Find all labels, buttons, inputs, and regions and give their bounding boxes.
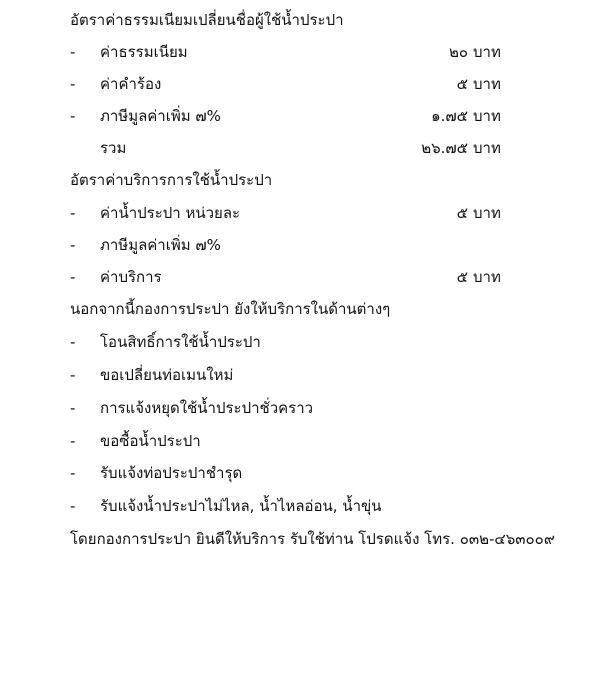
fee-item-amount: ๕	[456, 75, 468, 93]
bullet-dash: -	[70, 333, 76, 351]
fee-item-unit: บาท	[473, 107, 501, 125]
fee-section-title: อัตราค่าธรรมเนียมเปลี่ยนชื่อผู้ใช้น้ำประปา	[70, 11, 344, 29]
bullet-dash: -	[70, 366, 76, 384]
bullet-dash: -	[70, 399, 76, 417]
bullet-dash: -	[70, 268, 76, 286]
bullet-dash: -	[70, 497, 76, 515]
fee-item-row	[0, 38, 600, 66]
other-service-label: ขอเปลี่ยนท่อเมนใหม่	[100, 366, 234, 384]
service-item-row	[0, 263, 600, 291]
other-service-item	[0, 492, 600, 520]
fee-item-row	[0, 70, 600, 98]
fee-item-unit: บาท	[473, 75, 501, 93]
service-item-label: ค่าน้ำประปา หน่วยละ	[100, 204, 241, 222]
fee-total-unit: บาท	[473, 139, 501, 157]
service-item-amount: ๕	[456, 268, 468, 286]
other-service-item	[0, 394, 600, 422]
other-service-item	[0, 427, 600, 455]
service-item-label: ภาษีมูลค่าเพิ่ม ๗%	[100, 236, 221, 254]
fee-item-label: ภาษีมูลค่าเพิ่ม ๗%	[100, 107, 221, 125]
fee-item-amount: ๑.๗๕	[431, 107, 468, 125]
fee-total-amount: ๒๖.๗๕	[421, 139, 468, 157]
other-service-label: รับแจ้งท่อประปาชำรุด	[100, 464, 243, 482]
bullet-dash: -	[70, 204, 76, 222]
service-rate-section-title: อัตราค่าบริการการใช้น้ำประปา	[70, 171, 273, 189]
other-service-label: ขอซื้อน้ำประปา	[100, 432, 201, 450]
fee-total-row	[0, 134, 600, 162]
other-service-item	[0, 459, 600, 487]
fee-total-label: รวม	[100, 139, 127, 157]
other-service-item	[0, 361, 600, 389]
service-item-row	[0, 231, 600, 259]
other-service-label: โอนสิทธิ์การใช้น้ำประปา	[100, 333, 261, 351]
other-service-label: รับแจ้งน้ำประปาไม่ไหล, น้ำไหลอ่อน, น้ำขุ่น	[100, 497, 382, 515]
service-item-unit: บาท	[473, 268, 501, 286]
bullet-dash: -	[70, 464, 76, 482]
fee-item-unit: บาท	[473, 43, 501, 61]
fee-item-amount: ๒๐	[448, 43, 468, 61]
bullet-dash: -	[70, 236, 76, 254]
other-service-label: การแจ้งหยุดใช้น้ำประปาชั่วคราว	[100, 399, 314, 417]
service-item-amount: ๕	[456, 204, 468, 222]
fee-item-label: ค่าคำร้อง	[100, 75, 162, 93]
fee-item-label: ค่าธรรมเนียม	[100, 43, 188, 61]
bullet-dash: -	[70, 43, 76, 61]
bullet-dash: -	[70, 75, 76, 93]
service-item-label: ค่าบริการ	[100, 268, 162, 286]
bullet-dash: -	[70, 432, 76, 450]
service-item-row	[0, 199, 600, 227]
other-service-item	[0, 328, 600, 356]
closing-contact-line: โดยกองการประปา ยินดีให้บริการ รับใช้ท่าน โปรดแจ้ง โทร. ๐๓๒-๔๖๓๐๐๙	[70, 530, 555, 548]
bullet-dash: -	[70, 107, 76, 125]
other-services-section-title: นอกจากนี้กองการประปา ยังให้บริการในด้านต่างๆ	[70, 300, 391, 318]
service-item-unit: บาท	[473, 204, 501, 222]
fee-item-row	[0, 102, 600, 130]
